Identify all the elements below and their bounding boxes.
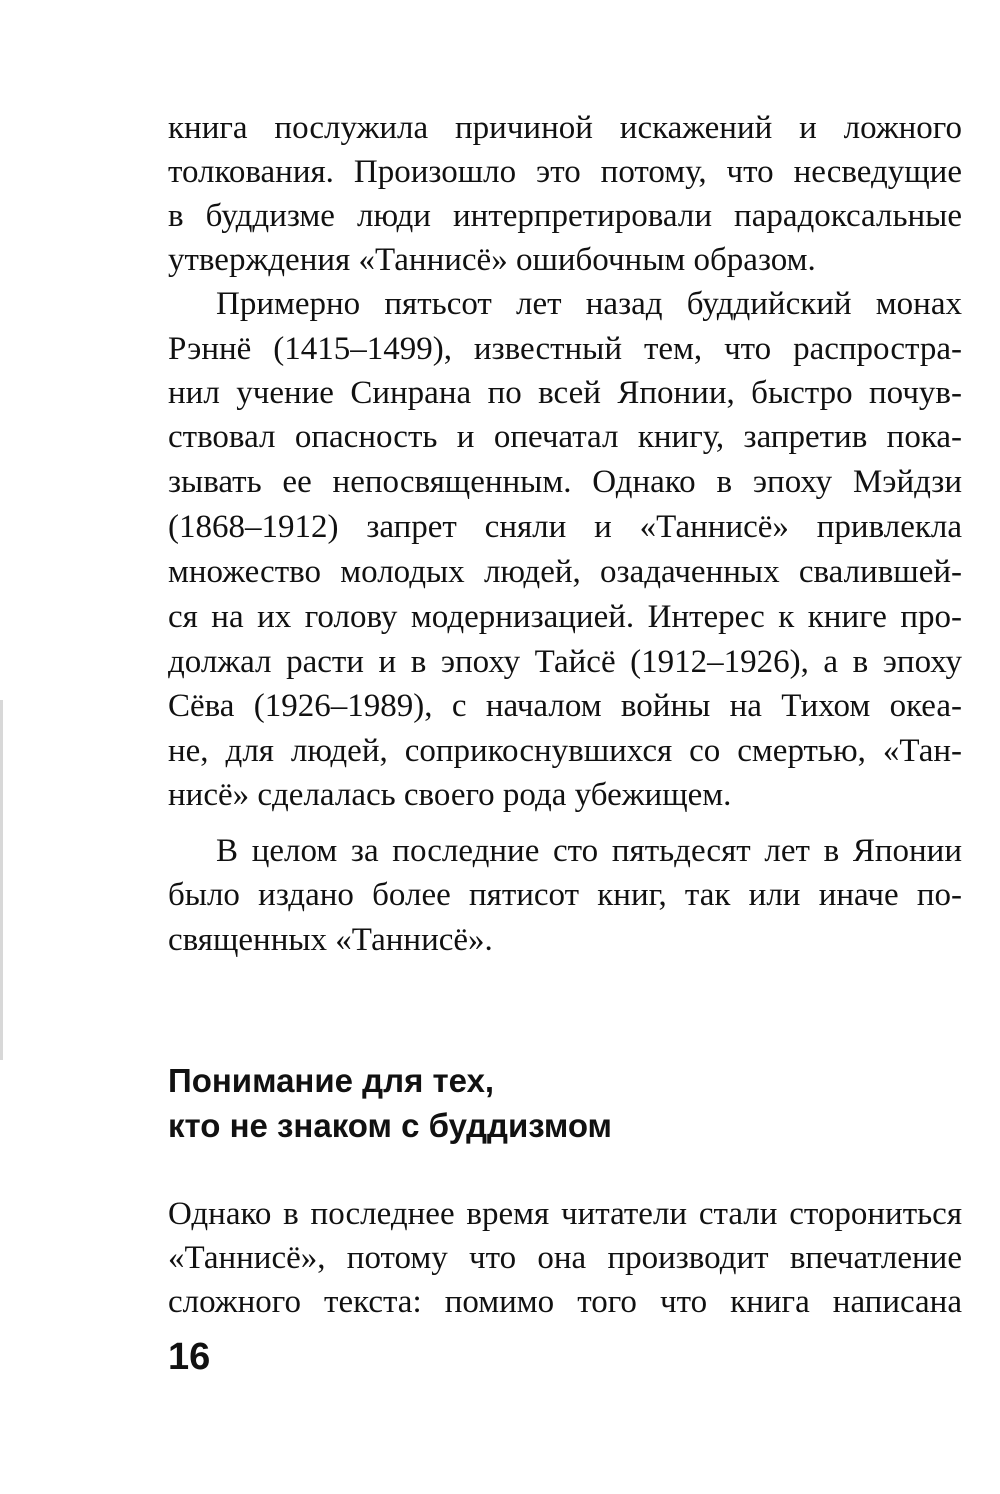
- text-line: Примерно пятьсот лет назад буддийский монах: [216, 286, 962, 322]
- text-line: множество молодых людей, озадаченных свалившей-: [168, 554, 962, 590]
- text-line: ствовал опасность и опечатал книгу, запретив пока-: [168, 419, 962, 455]
- heading-line: кто не знаком с буддизмом: [168, 1107, 612, 1144]
- text-line: было издано более пятисот книг, так или иначе по-: [168, 877, 962, 913]
- text-line: ся на их голову модернизацией. Интерес к книге про-: [168, 599, 962, 635]
- text-line: в буддизме люди интерпретировали парадоксальные: [168, 198, 962, 234]
- text-line: зывать ее непосвященным. Однако в эпоху Мэйдзи: [168, 464, 962, 500]
- page-number: 16: [168, 1336, 211, 1378]
- heading-line: Понимание для тех,: [168, 1062, 495, 1099]
- page-edge-shadow: [0, 700, 3, 1060]
- text-line: должал расти и в эпоху Тайсё (1912–1926), а в эпоху: [168, 644, 962, 680]
- text-line: священных «Таннисё».: [168, 922, 493, 958]
- text-line: Сёва (1926–1989), с началом войны на Тихом океа-: [168, 688, 962, 724]
- text-line: книга послужила причиной искажений и ложного: [168, 110, 962, 146]
- text-line: нисё» сделалась своего рода убежищем.: [168, 777, 732, 813]
- text-line: толкования. Произошло это потому, что несведущие: [168, 154, 962, 190]
- text-line: (1868–1912) запрет сняли и «Таннисё» привлекла: [168, 509, 962, 545]
- text-line: утверждения «Таннисё» ошибочным образом.: [168, 242, 816, 278]
- text-line: Рэннё (1415–1499), известный тем, что распростра-: [168, 331, 962, 367]
- text-line: «Таннисё», потому что она производит впечатление: [168, 1240, 962, 1276]
- text-line: нил учение Синрана по всей Японии, быстро почув-: [168, 375, 962, 411]
- text-line: Однако в последнее время читатели стали сторониться: [168, 1196, 962, 1232]
- text-line: сложного текста: помимо того что книга написана: [168, 1284, 962, 1320]
- text-line: В целом за последние сто пятьдесят лет в Японии: [216, 833, 962, 869]
- text-line: не, для людей, соприкоснувшихся со смертью, «Тан-: [168, 733, 962, 769]
